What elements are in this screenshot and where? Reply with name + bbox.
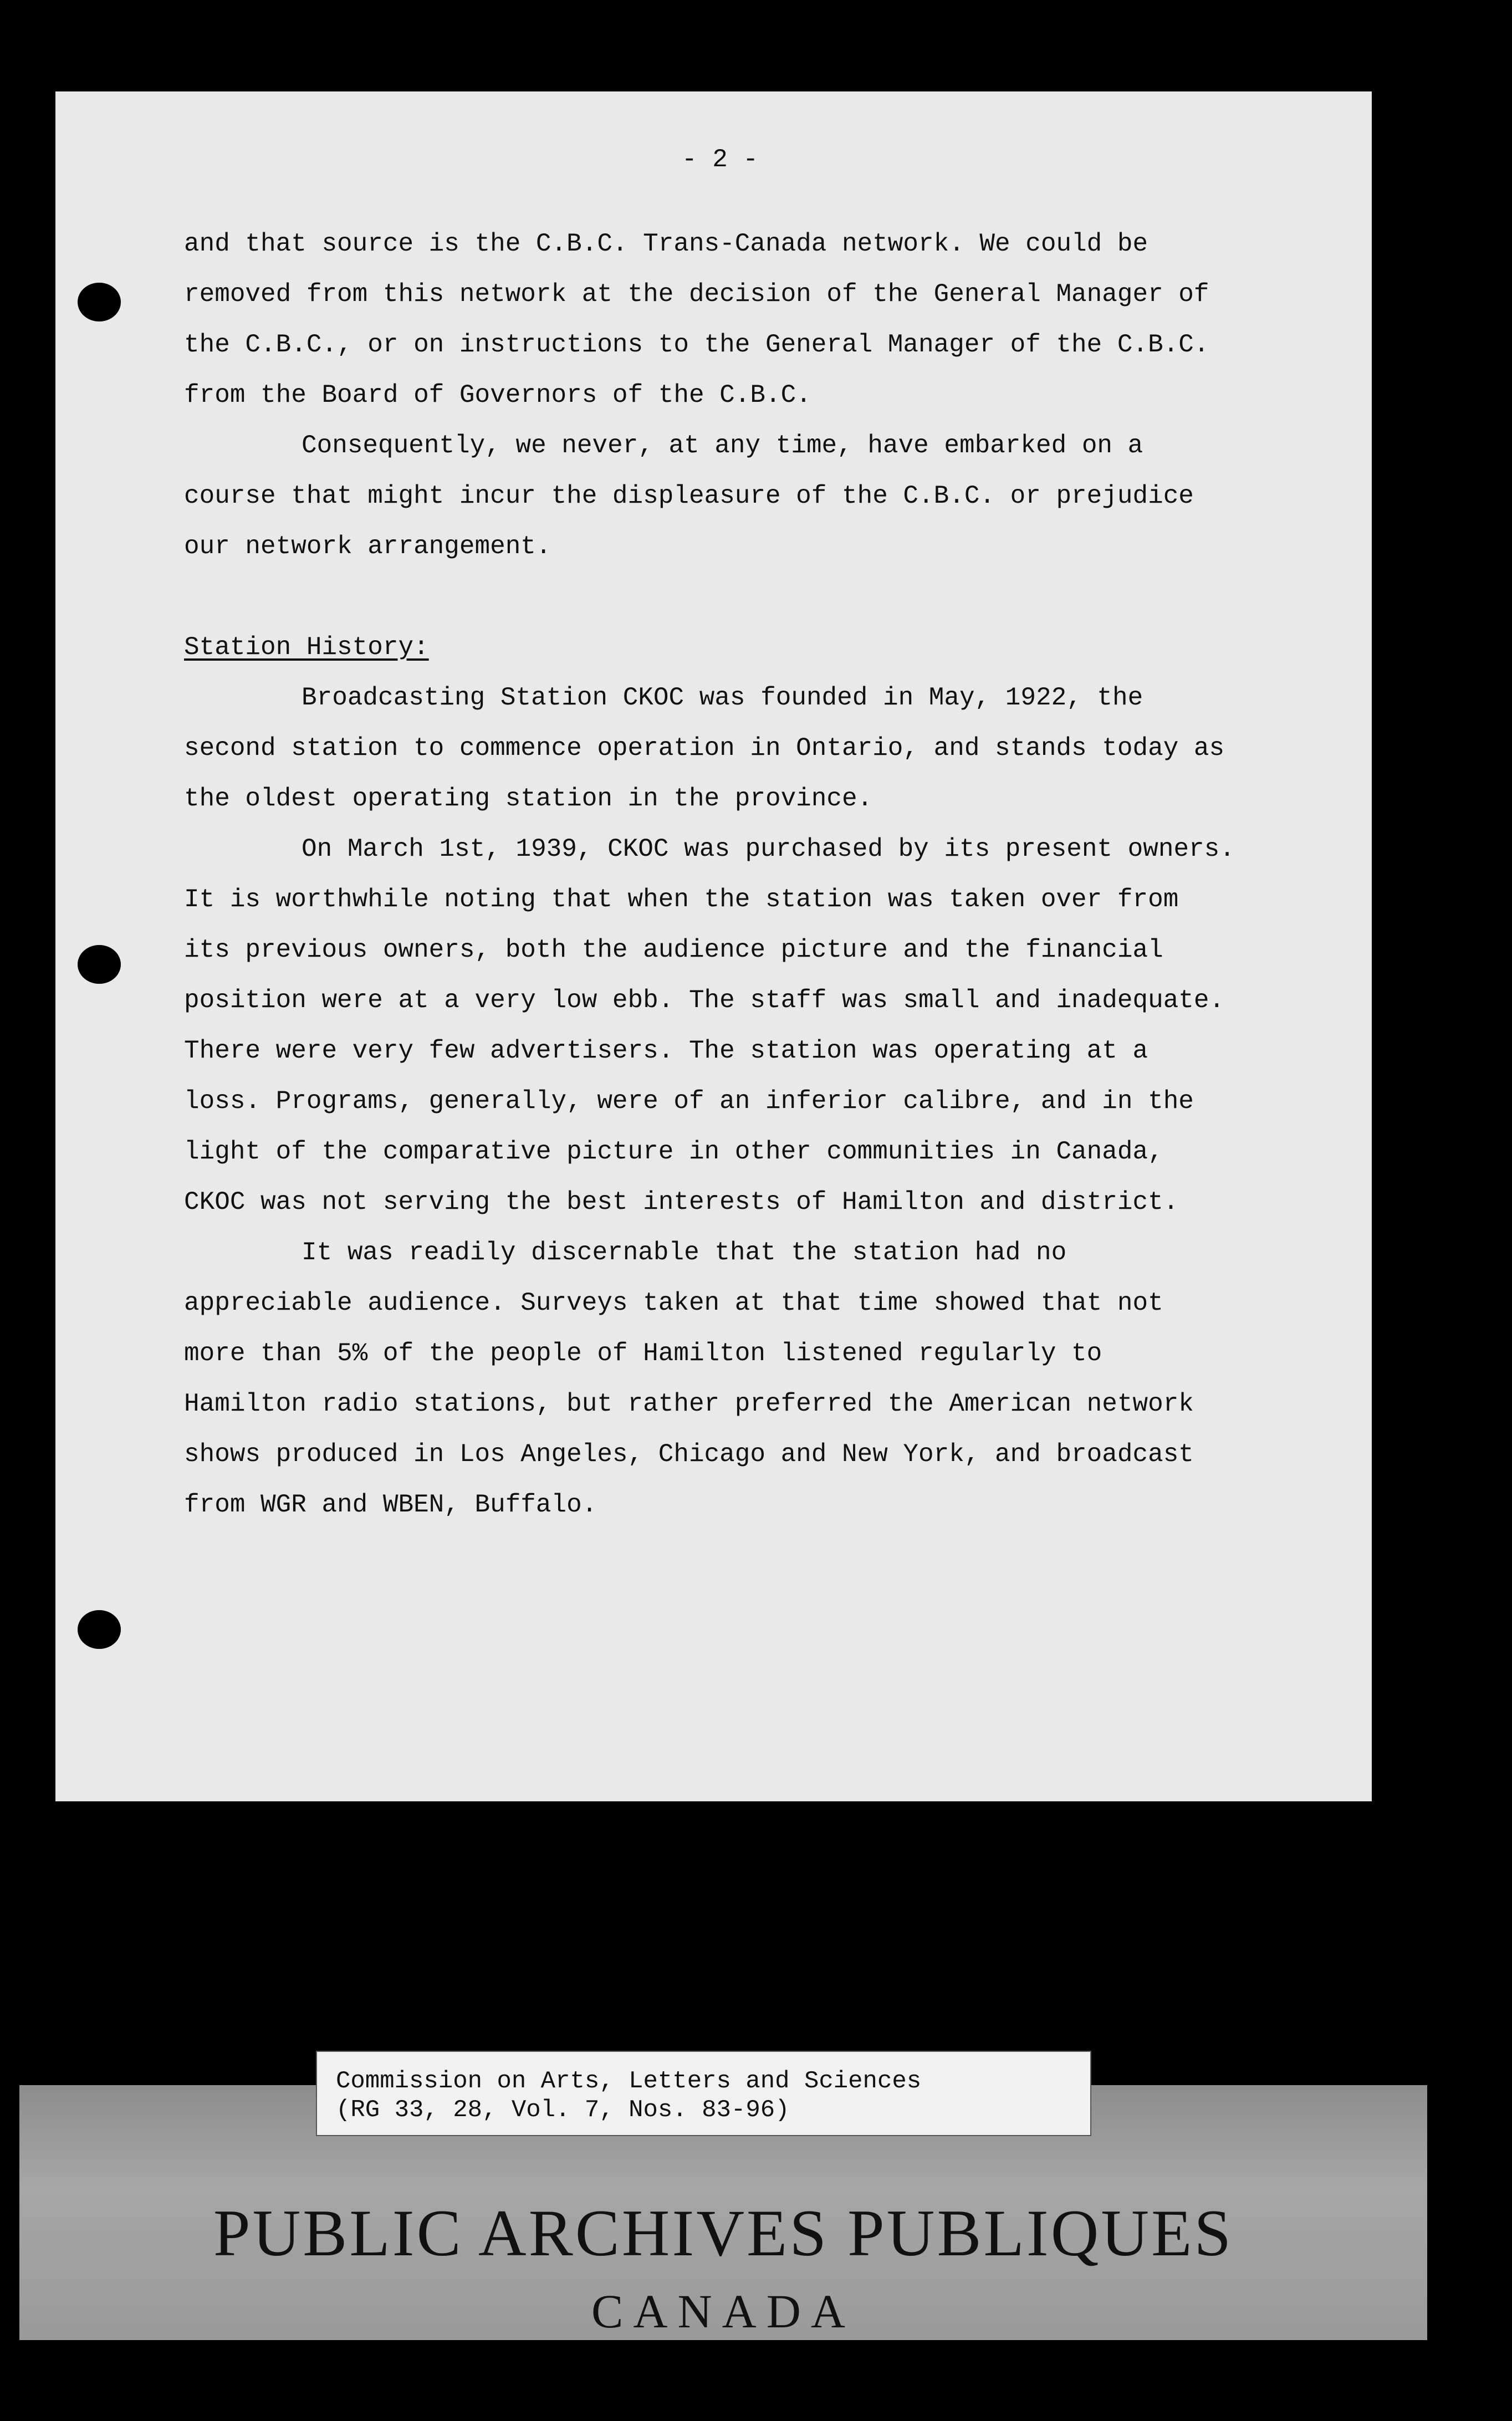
punch-hole-middle <box>78 945 121 984</box>
archive-label-line-1: Commission on Arts, Letters and Sciences <box>336 2067 922 2095</box>
archive-subtitle: CANADA <box>591 2285 855 2338</box>
paragraph-network-source: and that source is the C.B.C. Trans-Canada network. We could be removed from this network at the decision of the General Manager of the C.B.C., or on instructions to the General Manager of the C.B.C. from the Board of Governors of the C.B.C. <box>184 229 1209 410</box>
paragraph-consequently: Consequently, we never, at any time, have embarked on a course that might incur the displeasure of the C.B.C. or prejudice our network arrangement. <box>184 431 1194 561</box>
archive-label-line-2: (RG 33, 28, Vol. 7, Nos. 83-96) <box>336 2096 790 2124</box>
archive-label <box>316 2051 1091 2136</box>
paragraph-founded: Broadcasting Station CKOC was founded in May, 1922, the second station to commence operation in Ontario, and stands today as the oldest operating station in the province. <box>184 683 1225 813</box>
page-number: - 2 - <box>682 145 759 174</box>
punch-hole-top <box>78 283 121 321</box>
document-body <box>184 219 1237 1530</box>
section-heading-station-history: Station History: <box>184 633 429 662</box>
archive-title: PUBLIC ARCHIVES PUBLIQUES <box>213 2196 1234 2270</box>
paragraph-audience: It was readily discernable that the station had no appreciable audience. Surveys taken at that time showed that not more than 5% of the people of Hamilton listened regularly to Hamilton radio stations, but rather preferred the American network shows produced in Los Angeles, Chicago and New York, and broadcast from WGR and WBEN, Buffalo. <box>184 1238 1194 1519</box>
punch-hole-bottom <box>78 1610 121 1649</box>
paragraph-purchased: On March 1st, 1939, CKOC was purchased by its present owners. It is worthwhile noting that when the station was taken over from its previous owners, both the audience picture and the financial position were at a very low ebb. The staff was small and inadequate. There were very few advertisers. The station was operating at a loss. Programs, generally, were of an inferior calibre, and in the light of the comparative picture in other communities in Canada, CKOC was not serving the best interests of Hamilton and district. <box>184 835 1235 1217</box>
